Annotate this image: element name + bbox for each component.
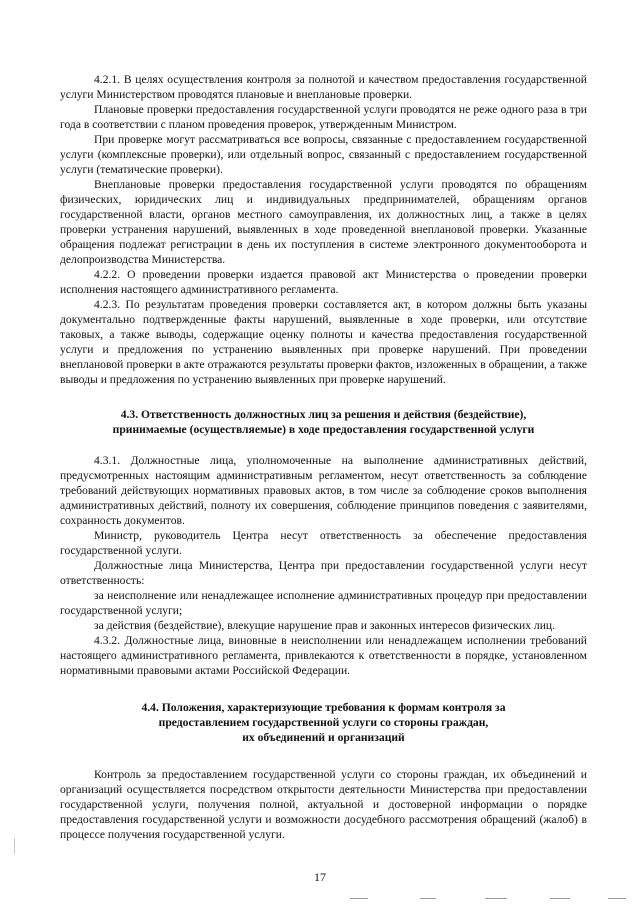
paragraph-minister-responsibility: Министр, руководитель Центра несут ответственность за обеспечение предоставления государственной услуги. [60,529,587,557]
paragraph-planned-inspections: Плановые проверки предоставления государственной услуги проводятся не реже одного раза в три года в соответствии с планом проведения проверок, утвержденным Министром. [60,103,587,131]
paragraph-non-performance: за неисполнение или ненадлежащее исполнение административных процедур при предоставлении государственной услуги; [60,589,587,617]
page-content [60,72,587,842]
paragraph-4-2-2: 4.2.2. О проведении проверки издается правовой акт Министерства о проведении проверки исполнения настоящего административного регламента. [60,268,587,296]
paragraph-4-3-1: 4.3.1. Должностные лица, уполномоченные на выполнение административных действий, предусмотренных настоящим административным регламентом, несут ответственность за соблюдение требований действующих нормативных правовых актов, в том числе за соблюдение сроков выполнения административных действий, полноту их совершения, соблюдение принципов поведения с заявителями, сохранность документов. [60,454,587,527]
paragraph-4-2-3: 4.2.3. По результатам проведения проверки составляется акт, в котором должны быть указаны документально подтвержденные факты нарушений, выявленные в ходе проверки, или отсутствие таковых, а также выводы, содержащие оценку полноты и качества предоставления государственной услуги и предложения по устранению выявленных при проверке нарушений. При проведении внеплановой проверки в акте отражаются результаты проверки фактов, изложенных в обращении, а также выводы и предложения по устранению выявленных при проверке нарушений. [60,298,587,386]
page-number: 17 [314,870,326,884]
paragraph-unscheduled-inspections: Внеплановые проверки предоставления государственной услуги проводятся по обращениям физических, юридических лиц и индивидуальных предпринимателей, обращениям органов государственной власти, органов местного самоуправления, их должностных лиц, а также в целях проверки устранения нарушений, выявленных в ходе проведенной внеплановой проверки. Указанные обращения подлежат регистрации в день их поступления в системе электронного документооборота и делопроизводства Министерства. [60,178,587,266]
spacer [60,745,587,767]
section-heading-4-3 [60,407,587,437]
heading-line: их объединений и организаций [242,731,405,744]
paragraph-4-2-1: 4.2.1. В целях осуществления контроля за полнотой и качеством предоставления государственной услуги Министерством проводятся плановые и внеплановые проверки. [60,73,587,101]
paragraph-inspection-scope: При проверке могут рассматриваться все вопросы, связанные с предоставлением государственной услуги (комплексные проверки), или отдельный вопрос, связанный с предоставлением государственной услуги (тематические проверки). [60,133,587,176]
heading-line: 4.4. Положения, характеризующие требования к формам контроля за [141,701,506,714]
spacer [60,437,587,453]
scan-footer-marks [350,898,630,900]
paragraph-actions-inaction: за действия (бездействие), влекущие нарушение прав и законных интересов физических лиц. [94,619,556,632]
heading-line: предоставлением государственной услуги со стороны граждан, [158,716,489,729]
scan-edge-mark [14,838,15,854]
paragraph-officials-responsibility: Должностные лица Министерства, Центра при предоставлении государственной услуги несут ответственность: [60,559,587,587]
paragraph-4-3-2: 4.3.2. Должностные лица, виновные в неисполнении или ненадлежащем исполнении требований настоящего административного регламента, привлекаются к ответственности в порядке, установленном нормативными правовыми актами Российской Федерации. [60,634,587,677]
spacer [60,678,587,700]
section-heading-4-4 [60,700,587,745]
spacer [60,387,587,407]
paragraph-public-control: Контроль за предоставлением государственной услуги со стороны граждан, их объединений и организаций осуществляется посредством открытости деятельности Министерства при предоставлении государственной услуги, получения полной, актуальной и достоверной информации о порядке предоставления государственной услуги и возможности досудебного рассмотрения обращений (жалоб) в процессе получения государственной услуги. [60,768,587,841]
heading-line: принимаемые (осуществляемые) в ходе предоставления государственной услуги [112,423,535,436]
heading-line: 4.3. Ответственность должностных лиц за решения и действия (бездействие), [120,408,527,421]
